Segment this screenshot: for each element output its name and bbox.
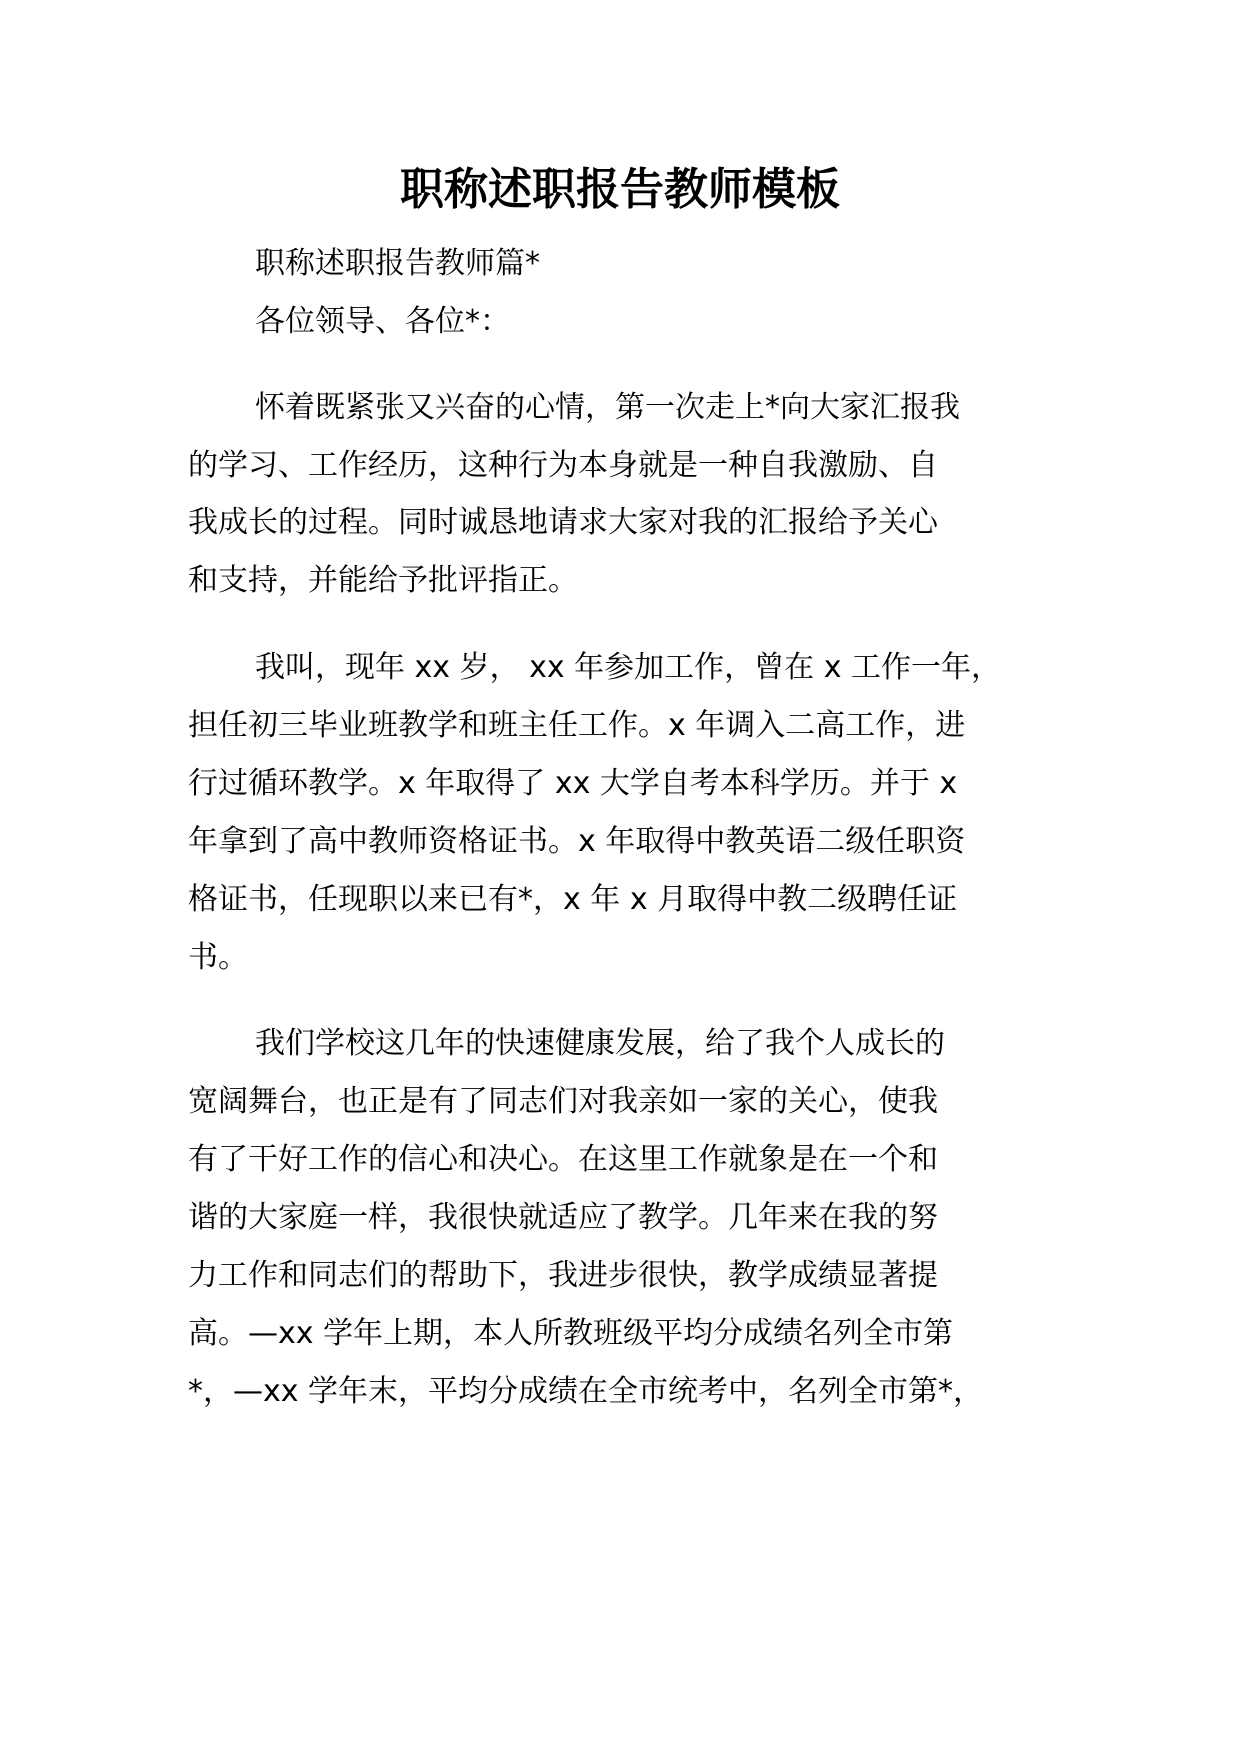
- paragraph-2-line-4: 年拿到了高中教师资格证书。x 年取得中教英语二级任职资: [188, 824, 966, 859]
- paragraph-3-line-6: 高。—xx 学年上期，本人所教班级平均分成绩名列全市第: [188, 1316, 954, 1351]
- paragraph-1-line-4: 和支持，并能给予批评指正。: [188, 563, 578, 598]
- document-title: 职称述职报告教师模板: [400, 164, 840, 215]
- paragraph-3-line-1: 我们学校这几年的快速健康发展，给了我个人成长的: [255, 1026, 945, 1061]
- salutation: 各位领导、各位*：: [255, 304, 510, 339]
- paragraph-1-line-2: 的学习、工作经历，这种行为本身就是一种自我激励、自: [188, 448, 938, 483]
- paragraph-2-line-3: 行过循环教学。x 年取得了 xx 大学自考本科学历。并于 x: [188, 766, 958, 801]
- paragraph-2-line-6: 书。: [188, 940, 248, 975]
- paragraph-3-line-5: 力工作和同志们的帮助下，我进步很快，教学成绩显著提: [188, 1258, 938, 1293]
- paragraph-3-line-7: *，—xx 学年末，平均分成绩在全市统考中，名列全市第*，: [188, 1374, 984, 1409]
- paragraph-3-line-3: 有了干好工作的信心和决心。在这里工作就象是在一个和: [188, 1142, 938, 1177]
- paragraph-3-line-2: 宽阔舞台，也正是有了同志们对我亲如一家的关心，使我: [188, 1084, 938, 1119]
- paragraph-2-line-2: 担任初三毕业班教学和班主任工作。x 年调入二高工作，进: [188, 708, 966, 743]
- paragraph-3-line-4: 谐的大家庭一样，我很快就适应了教学。几年来在我的努: [188, 1200, 938, 1235]
- paragraph-2-line-5: 格证书，任现职以来已有*，x 年 x 月取得中教二级聘任证: [188, 882, 958, 917]
- paragraph-1-line-1: 怀着既紧张又兴奋的心情，第一次走上*向大家汇报我: [255, 390, 960, 425]
- paragraph-1-line-3: 我成长的过程。同时诚恳地请求大家对我的汇报给予关心: [188, 505, 938, 540]
- paragraph-2-line-1: 我叫，现年 xx 岁， xx 年参加工作，曾在 x 工作一年，: [255, 650, 1001, 685]
- document-subtitle: 职称述职报告教师篇*: [255, 246, 540, 281]
